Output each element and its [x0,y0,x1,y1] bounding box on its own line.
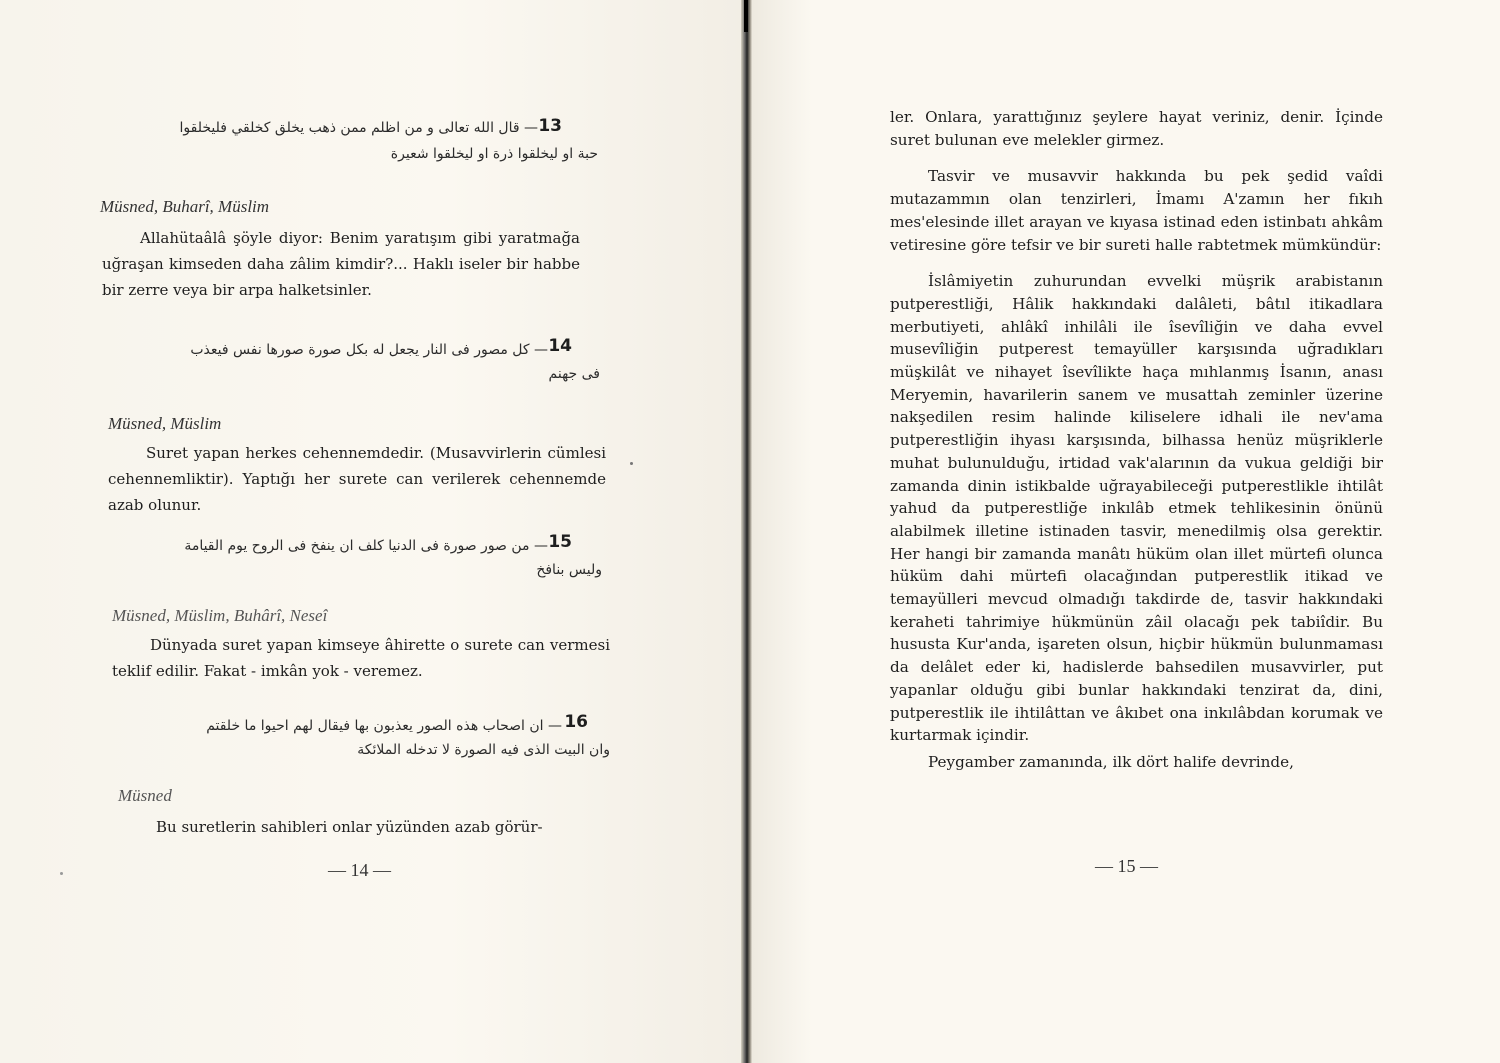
entry-text: Bu suretlerin sahibleri onlar yüzünden azab görür- [156,818,543,836]
entry-text: Dünyada suret yapan kimseye âhirette o surete can vermesi teklif edilir. Fakat - imkân yok - veremez. [112,636,610,680]
arabic-line: — كل مصور فى النار يجعل له بكل صورة صورها نفس فيعذب [190,342,548,358]
arabic-line: حبة او ليخلقوا ذرة او ليخلقوا شعيرة [390,146,598,162]
page-number: — 14 — [328,860,391,880]
entry-14 [108,332,606,518]
arabic-line: فى جهنم [548,366,600,382]
paragraph: ler. Onlara, yarattığınız şeylere hayat veriniz, denir. İçinde suret bulunan eve melekler girmez. [890,108,1383,149]
entry-13 [100,112,600,303]
source-citation: Müsned, Müslim, Buhârî, Neseî [112,606,328,625]
arabic-line: — ان اصحاب هذه الصور يعذبون بها فيقال لهم احيوا ما خلقتم [206,718,562,734]
page-number: — 15 — [1095,856,1158,876]
entry-16 [118,708,610,840]
right-text-column [890,106,1383,774]
entry-number: 13 [538,116,562,136]
paper-speck [630,462,633,465]
entry-number: 16 [564,712,588,732]
source-citation: Müsned, Buharî, Müslim [100,197,270,216]
entry-15 [112,528,610,684]
arabic-line: — قال الله تعالى و من اظلم ممن ذهب يخلق كخلقي فليخلقوا [179,120,538,136]
arabic-line: وان البيت الذى فيه الصورة لا تدخله الملائكة [357,742,610,758]
book-gutter [741,0,752,1063]
left-page [0,0,745,1063]
right-page [752,0,1500,1063]
paragraph: Peygamber zamanında, ilk dört halife devrinde, [928,752,1294,771]
paper-speck [60,872,63,875]
spine-shadow [744,0,748,32]
arabic-line: — من صور صورة فى الدنيا كلف ان ينفخ فى الروح يوم القيامة [184,538,548,554]
source-citation: Müsned [118,786,172,805]
entry-number: 15 [548,532,572,552]
entry-text: Suret yapan herkes cehennemdedir. (Musavvirlerin cümlesi cehennemliktir). Yaptığı her surete can verilerek cehennemde azab olunur. [108,444,606,514]
arabic-line: وليس بنافخ [536,562,602,578]
paragraph: İslâmiyetin zuhurundan evvelki müşrik arabistanın putperestliği, Hâlik hakkındaki dalâleti, bâtıl itikadlara merbutiyeti, ahlâkî inhilâli ile îsevîliğin ve daha evvel musevîliğin putperest temayüller karşısında uğradıkları müşkilât ve nihayet îsevîlikte haça mıhlanmış İsanın, anası Meryemin, havarilerin sanem ve musattah zeminler üzerine nakşedilen resim halinde kiliselere idhali ile nev'ama putperestliğin ihyası karşısında, bilhassa henüz müşriklerle muhat bulunulduğu, irtidad vak'alarının da vukua geldiği bir zamanda dinin istikbalde uğrayabileceği putperestlikle ihtilât yahud da putperestliğe inkılâb etmek tehlikesinin önünü alabilmek illetine istinaden tasvir, menedilmiş olsa gerektir. Her hangi bir zamanda manâtı hüküm olan illet mürtefi olunca hüküm dahi mürtefi olacağından putperestlik itikad ve temayülleri mevcud olmadığı takdirde de, tasvir hakkındaki keraheti tahrimiye hükmünün zâil olacağı pek tabiîdir. Bu hususta Kur'anda, işareten olsun, hiçbir hükmün bulunmaması da delâlet eder ki, hadislerde bahsedilen musavvirler, put yapanlar olduğu gibi bunlar hakkındaki tenzirat da, dini, putperestlik ile ihtilâttan ve âkıbet ona inkılâbdan korumak ve kurtarmak içindir. [890,272,1383,745]
paragraph: Tasvir ve musavvir hakkında bu pek şedid vaîdi mutazammın olan tenzirleri, İmamı A'zamın her fıkıh mes'elesinde illet arayan ve kıyasa istinad eden istinbatı ahkâm vetiresine göre tefsir ve bir sureti halle rabtetmek mümkündür: [890,167,1383,254]
source-citation: Müsned, Müslim [108,414,222,433]
entry-number: 14 [548,336,572,356]
entry-text: Allahütaâlâ şöyle diyor: Benim yaratışım gibi yaratmağa uğraşan kimseden daha zâlim kimdir?... Haklı iseler bir habbe bir zerre veya bir arpa halketsinler. [102,229,580,299]
